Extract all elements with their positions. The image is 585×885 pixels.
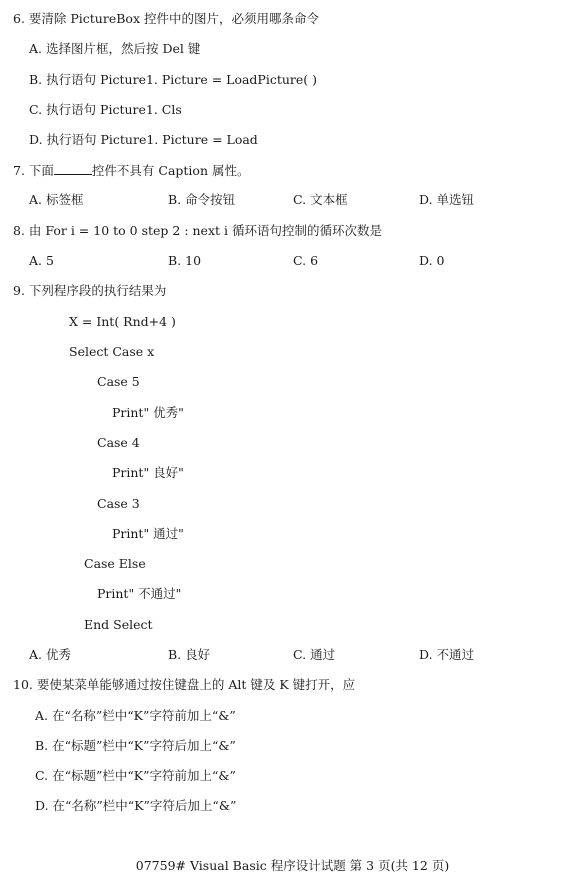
q9-option-a: A. 优秀 [29, 647, 71, 662]
code-line: Select Case x [69, 344, 155, 359]
q10-stem: 10. 要使某菜单能够通过按住键盘上的 Alt 键及 K 键打开，应 [13, 677, 356, 692]
answer-blank [54, 162, 92, 175]
q9-option-d: D. 不通过 [419, 647, 475, 662]
q7-stem-before: 7. 下面 [13, 163, 54, 178]
q7-stem-after: 控件不具有 Caption 属性。 [91, 163, 250, 178]
q8-option-d: D. 0 [419, 253, 445, 268]
q10-option-c: C. 在“标题”栏中“K”字符前加上“&” [35, 768, 236, 783]
code-line: Case Else [84, 556, 146, 571]
q7-stem [13, 162, 249, 179]
q6-option-d: D. 执行语句 Picture1. Picture = Load [29, 132, 258, 147]
q6-option-b: B. 执行语句 Picture1. Picture = LoadPicture( ) [29, 72, 318, 87]
code-line: Print" 优秀" [112, 405, 184, 420]
q6-option-a: A. 选择图片框，然后按 Del 键 [29, 41, 201, 56]
q6-option-c: C. 执行语句 Picture1. Cls [29, 102, 182, 117]
q9-stem: 9. 下列程序段的执行结果为 [13, 283, 167, 298]
code-line: Case 3 [97, 496, 140, 511]
q9-option-b: B. 良好 [168, 647, 211, 662]
q10-option-a: A. 在“名称”栏中“K”字符前加上“&” [35, 708, 236, 723]
code-line: X = Int( Rnd+4 ) [69, 314, 176, 329]
code-line: Print" 良好" [112, 465, 184, 480]
q8-option-c: C. 6 [293, 253, 319, 268]
q7-option-a: A. 标签框 [29, 192, 84, 207]
q10-option-b: B. 在“标题”栏中“K”字符后加上“&” [35, 738, 236, 753]
q6-stem: 6. 要清除 PictureBox 控件中的图片，必须用哪条命令 [13, 11, 319, 26]
q7-option-b: B. 命令按钮 [168, 192, 236, 207]
q9-option-c: C. 通过 [293, 647, 336, 662]
code-line: Print" 不通过" [97, 586, 182, 601]
q8-option-b: B. 10 [168, 253, 202, 268]
q7-option-d: D. 单选钮 [419, 192, 475, 207]
code-line: Case 5 [97, 374, 140, 389]
q8-option-a: A. 5 [29, 253, 54, 268]
q8-stem: 8. 由 For i = 10 to 0 step 2 : next i 循环语句控制的循环次数是 [13, 223, 382, 238]
page-footer: 07759# Visual Basic 程序设计试题 第 3 页(共 12 页) [135, 858, 450, 873]
q10-option-d: D. 在“名称”栏中“K”字符后加上“&” [35, 798, 237, 813]
code-line: Print" 通过" [112, 526, 184, 541]
code-line: Case 4 [97, 435, 140, 450]
code-line: End Select [84, 617, 153, 632]
q7-option-c: C. 文本框 [293, 192, 348, 207]
